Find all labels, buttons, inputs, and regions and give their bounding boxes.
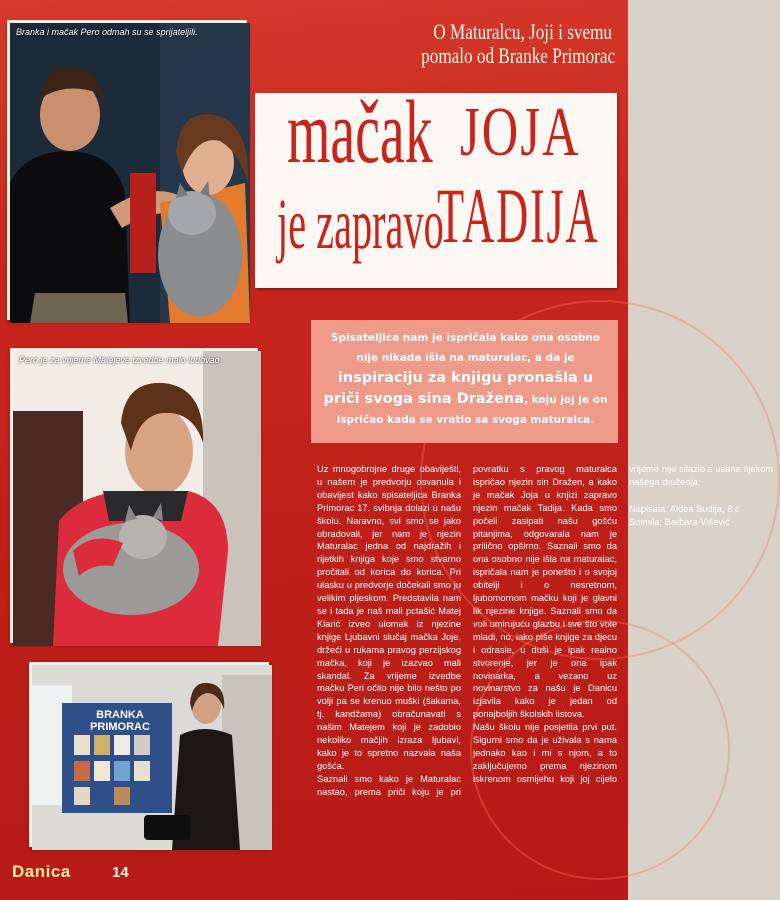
title-word-macak: mačak: [287, 83, 433, 182]
poster-title-line: PRIMORAC: [90, 721, 150, 733]
kicker-line: O Maturalcu, Joji i svemu: [433, 19, 612, 44]
article-paragraph: Našu školu nije posjetila prvi put. Sigurni smo da je uživala s nama jednako kao i mi s njom, a to zaključujemo prema njezinom iskrenom osmijehu koji joj cijelo vrijeme nije silazio s usana tijekom našega druženja.: [473, 464, 773, 784]
photo-branka-with-cat-image: [10, 23, 250, 323]
lead-text: Spisateljica nam je ispričala kako ona osobno nije nikada išla na maturalac, a da je: [330, 332, 601, 364]
photo-caption: Pero je za vrijeme Matejeve izvedbe malo ludovao: [19, 355, 220, 365]
kicker-line: pomalo od Branke Primorac: [421, 43, 616, 68]
photo-branka-with-poster: [29, 662, 269, 847]
photo-caption: Branka i mačak Pero odmah su se sprijateljili.: [16, 27, 198, 37]
lead-highlight: inspiraciju za knjigu pronašla u priči svoga sina Dražena: [323, 370, 594, 407]
photo-matej-with-cat: [10, 348, 258, 643]
photo-matej-with-cat-image: [13, 351, 261, 646]
photographer-credit: Snimila: Barbara Višević: [629, 516, 730, 527]
lead-box: [311, 320, 618, 443]
photo-branka-with-poster-image: [32, 665, 272, 850]
title-words-je-zapravo: je zapravo: [277, 184, 444, 264]
article-credits: [629, 503, 773, 529]
author-credit: Napisala: Aldea Budija, 8.c: [629, 503, 740, 514]
article-paragraph: Uz mnogobrojne druge obaviješti, u našem je predvorju osvanula i obavijest kako spisateljica Branka Primorac 17. svibnja dolazi u našu školu. Naravno, svi smo se jako obradovali, jer nam je njezin Maturalac jedna od najdražih i rijetkih knjiga koje smo stvarno pročitali od korica do korica. Pri ulasku u predvorje dočekali smo ju velikim pljeskom. Predstavila nam se i tada je naš mali pctašić Matej Klarić izveo ulomak iz njezine knjige Ljubavni slučaj mačka Joje, držeći u rukama pravog perzijskog mačka, koji je izazvao mali skandal. Za vrijeme izvedbe mačku Peri očito nije bilo nešto po volji pa se krenuo muški (šakama, tj. kandžama) obračunavati s našim Matejem koji je zadobio nekoliko mačjih izraza ljubavi, kako je to spretno nazvala naša gošća.: [317, 464, 461, 771]
magazine-name: Danica: [12, 862, 71, 881]
photo-branka-with-cat: [7, 20, 247, 320]
lead-paragraph: [321, 328, 610, 430]
article-kicker: [333, 19, 616, 68]
poster-title: [70, 709, 170, 733]
page-number: 14: [112, 864, 129, 881]
article-body: [317, 463, 773, 803]
article-paragraph: Saznali smo kako je Maturalac nastao, prema priči koju je pri povratku s pravog maturalca ispričao njezin sin Dražen, a kako je mačak Joja u knjizi zapravo njezin mačak Tadija. Kada smo počeli zasipati našu gošću pitanjima, odgovarala nam je prilično opširno. Saznali smo da ona osobno nije išla na maturalac, ispričala nam je ponešto i o svojoj obitelji i o nesretnom, ljubomornom mačku koji je glavni lik njezine knjige. Saznali smo da voli umirujuću glazbu i sve što vole mladi, no, iako piše knjige za djecu i odrasle, u duši je ipak realno stvorenje, jer je ona ipak novinarka, a vezano uz novinarstvo za našu je Danicu izjavila kako je jedan od ponajboljih školskih listova.: [317, 464, 617, 797]
article-title-box: [255, 83, 617, 288]
poster-title-line: BRANKA: [96, 709, 144, 721]
title-word-tadija: TADIJA: [437, 172, 600, 259]
title-word-joja: JOJA: [460, 94, 581, 171]
lead-text: , koju joj je on ispričao kada se vratio sa svoga maturalca.: [336, 394, 608, 426]
